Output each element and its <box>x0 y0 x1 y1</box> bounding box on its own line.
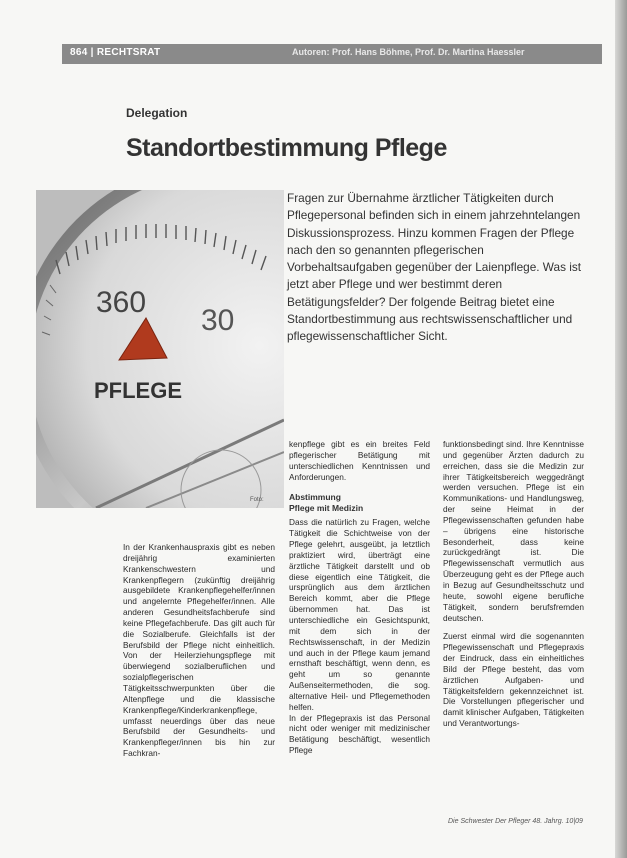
subheading-line-1: Abstimmung <box>289 492 341 503</box>
body-column-2 <box>289 439 430 756</box>
photo-credit: Foto: <box>250 497 264 503</box>
dial-number-360: 360 <box>96 286 147 319</box>
body-paragraph <box>123 542 275 759</box>
article-kicker: Delegation <box>126 106 188 120</box>
body-text: In der Krankenhauspraxis gibt es neben dreijährig examinierten Krankenschwestern und Krankenpflegern (zukünftig dreijährig ausgebildete Krankenpflegehelfer/innen und angelernte Pflegehelfer/innen. Alle anderen Gesundheitsfachberufe sind keine Pflegefachberufe. Das gilt auch für die Sozialberufe. Gleichfalls ist der Berufsbild der Pflege nicht einheitlich. Von der Heilerziehungspflege mit überwiegend sozialberuflichen und sozialpflegerischen Tätigkeitsschwerpunkten über die Altenpflege und die klassische Krankenpflege/Kinderkrankenpflege, umfasst neuerdings über das neue Berufsbild der Gesundheits- und Krankenpfleger/innen bis hin zur Fachkran- <box>123 542 275 759</box>
dial-number-30: 30 <box>201 304 235 337</box>
subheading <box>289 492 430 514</box>
dial-label: PFLEGE <box>94 378 183 403</box>
article-intro: Fragen zur Übernahme ärztlicher Tätigkeiten durch Pflegepersonal befinden sich in einem jahrzehntelangen Diskussionsprozess. Hinzu kommen Fragen der Pflege nach den so genannten pflegerischen Vorbehaltsaufgaben gegenüber der Laienpflege. Was ist jetzt aber Pflege und wer bestimmt deren Betätigungsfelder? Der folgende Beitrag bietet eine Standortbestimmung aus rechtswissenschaftlicher und pflegewissenschaftlicher Sicht. <box>287 191 582 344</box>
page-footer: Die Schwester Der Pfleger 48. Jahrg. 10|09 <box>448 818 583 825</box>
body-text: Dass die natürlich zu Fragen, welche Tätigkeit die Schichtweise von der Pflege gelehrt, ausgeübt, ja letztlich praktiziert wird, überträgt eine ärztliche Tätigkeit darstellt und ob diese eigentlich eine Tätigkeit, die ursprünglich aus dem ärztlichen Bereich kommt, aber die Pflege übernommen hat. Das ist unterschiedliche ein Gesichtspunkt, mit dem sich in der Rechtswissenschaft, in der Medizin und auch in der Pflege kaum jemand ernsthaft beschäftigt, wenn denn, es geht um so genannte Außenseitermethoden, die sog. alternative Heil- und Pflegemethoden helfen. <box>289 517 430 712</box>
page-edge-shadow <box>615 0 627 858</box>
body-text: Zuerst einmal wird die sogenannten Pflegewissenschaft und Pflegepraxis der Eindruck, dass ein einheitliches Bild der Pflege besteht, das vom ärztlichen Aufgaben- und Tätigkeitsfeldern gekennzeichnet ist. Die Vorstellungen pflegerischer und damit klinischer Aufgaben, Tätigkeiten und Verantwortungs- <box>443 631 584 729</box>
body-column-3 <box>443 439 584 729</box>
section-label: 864 | RECHTSRAT <box>70 47 161 58</box>
body-text: In der Pflegepraxis ist das Personal nicht oder weniger mit medizinischer Betätigung beschäftigt, wesentlich Pflege <box>289 712 430 756</box>
author-line: Autoren: Prof. Hans Böhme, Prof. Dr. Martina Haessler <box>292 47 525 57</box>
body-text: kenpflege gibt es ein breites Feld pflegerischer Betätigung mit unterschiedlichen Kenntnissen und Anforderungen. <box>289 439 430 482</box>
article-title: Standortbestimmung Pflege <box>126 134 447 162</box>
body-text: funktionsbedingt sind. Ihre Kenntnisse und gegenüber Ärzten dadurch zu erreichen, dass sie die Medizin zur ihrer Tätigkeitsbereich weggedrängt werden versuchen. Pflege ist ein Kommunikations- und Handlungsweg, der seine Heimat in der Pflegewissenschaften gefunden habe – übrigens eine historische Besonderheit, dass keine zurückgedrängt ist. Die Pflegewissenschaft vermutlich aus Überzeugung geht es der Pflege auch in Bezug auf Gesundheitsschutz und heute, sowohl eigene berufliche Tätigkeit, sondern berufsfremden deutschen. <box>443 439 584 623</box>
dial-photo <box>36 190 284 508</box>
subheading-line-2: Pflege mit Medizin <box>289 503 364 514</box>
body-column-1 <box>123 542 275 759</box>
